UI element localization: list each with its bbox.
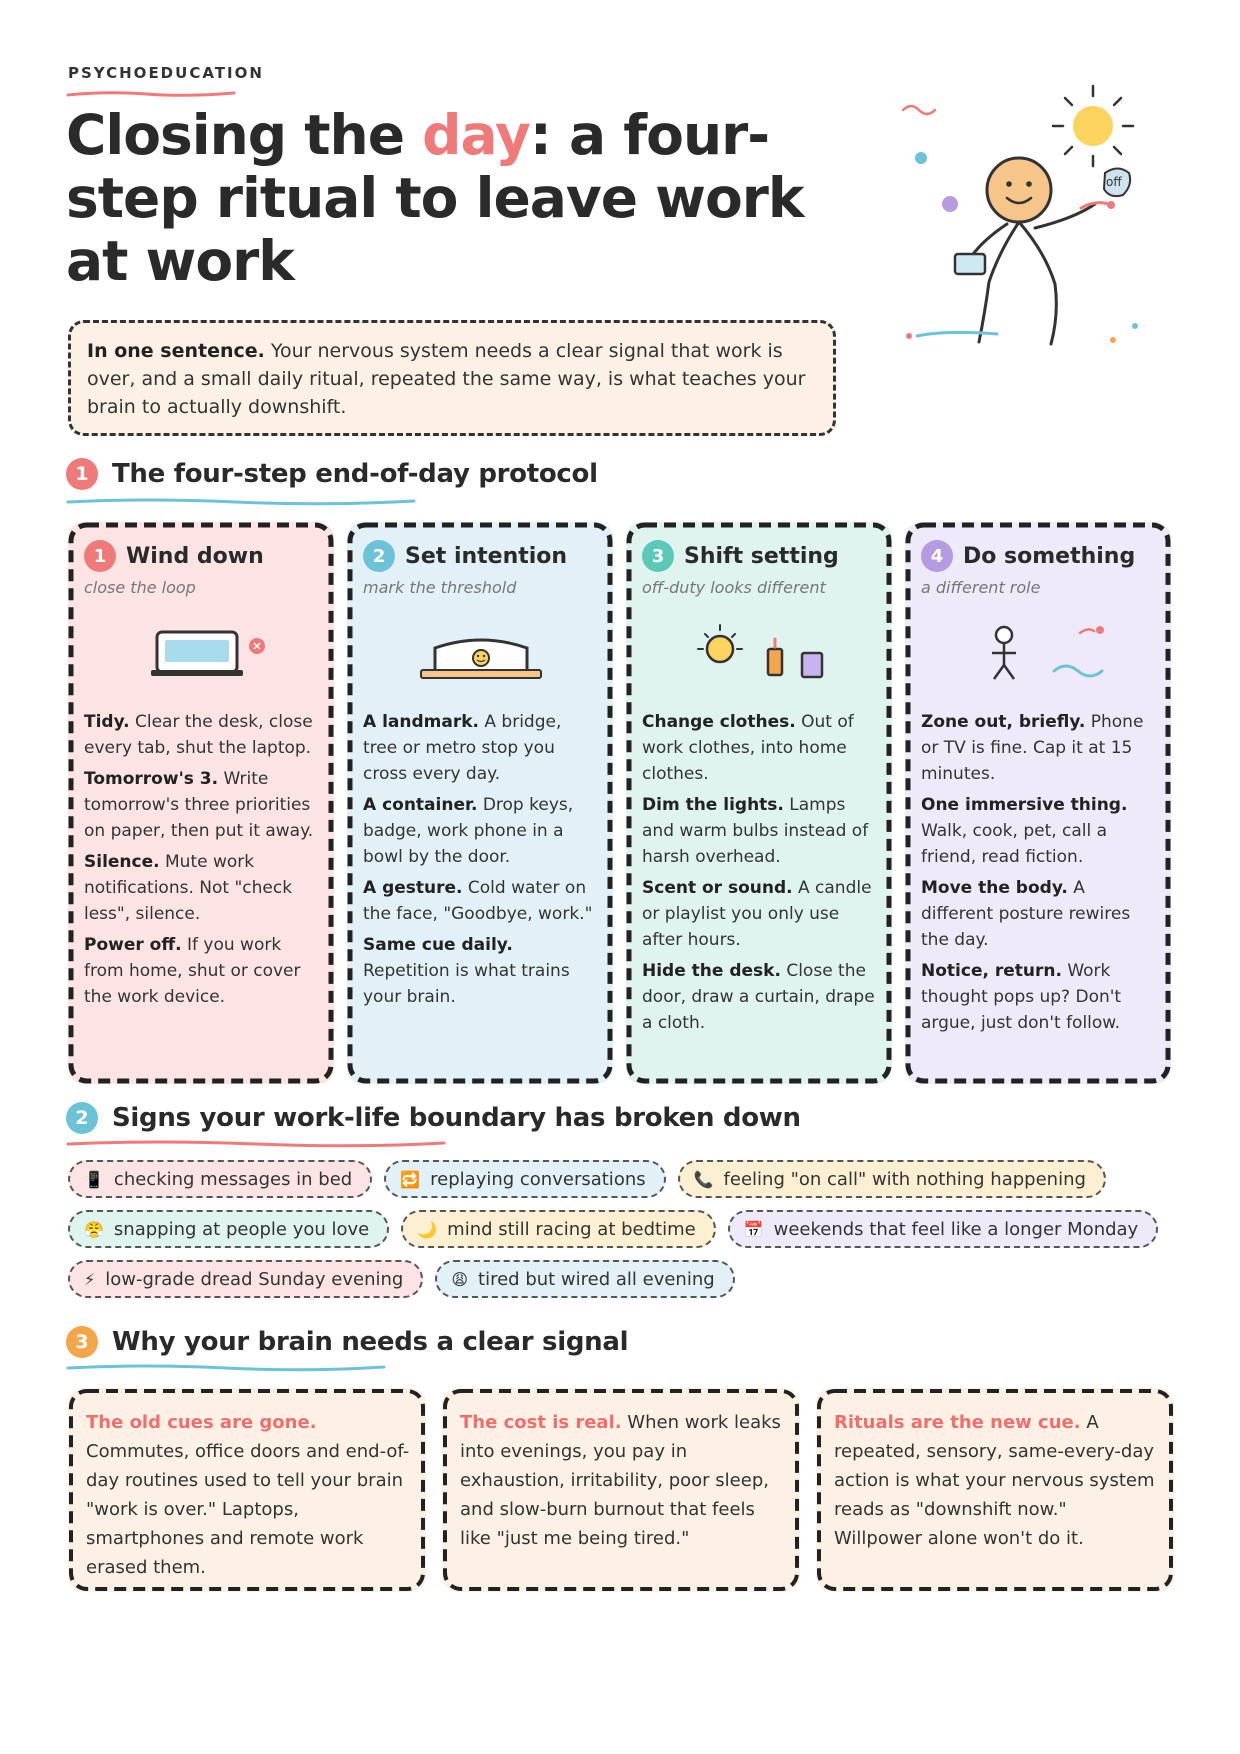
why-text: Rituals are the new cue. A repeated, sensory, same-every-day action is what your nervous system reads as "downshift now." Willpower alone won't do it. [834,1412,1155,1549]
step-item: Scent or sound. A candle or playlist you only use after hours. [642,878,872,950]
sign-chip: 😩 tired but wired all evening [435,1260,734,1298]
step-title: Shift setting [684,543,839,569]
step-number: 1 [84,540,116,572]
step-title: Set intention [405,543,568,569]
section-title: Signs your work-life boundary has broken down [112,1103,801,1133]
summary-box [68,320,836,436]
why-card-cost [442,1388,800,1592]
stick-figure-icon [921,605,1157,701]
section-header-signs [66,1102,801,1134]
step-item: Hide the desk. Close the door, draw a curtain, drape a cloth. [642,961,875,1033]
step-item: Tomorrow's 3. Write tomorrow's three priorities on paper, then put it away. [84,769,314,841]
step-number: 3 [642,540,674,572]
why-text: The old cues are gone. Commutes, office doors and end-of-day routines used to tell your brain "work is over." Laptops, smartphones and remote work erased them. [86,1412,410,1578]
sign-chip: ⚡ low-grade dread Sunday evening [68,1260,423,1298]
step-item: Move the body. A different posture rewires the day. [921,878,1131,950]
step-item: One immersive thing. Walk, cook, pet, call a friend, read fiction. [921,795,1128,867]
section-header-why [66,1326,628,1358]
sign-chip: 📞 feeling "on call" with nothing happening [678,1160,1106,1198]
step-item: Power off. If you work from home, shut or cover the work device. [84,935,301,1007]
step-number: 4 [921,540,953,572]
step-item: A gesture. Cold water on the face, "Goodbye, work." [363,878,593,924]
step-title: Wind down [126,543,264,569]
sign-chip: 🌙 mind still racing at bedtime [401,1210,715,1248]
step-number: 2 [363,540,395,572]
lamp-candle-icon [642,605,878,701]
section-number: 3 [66,1326,98,1358]
sign-chip: 😤 snapping at people you love [68,1210,389,1248]
phone-icon: 📱 [84,1169,104,1189]
step-card-wind-down [68,522,334,1084]
tired-face-icon: 😩 [451,1269,469,1289]
section-title: Why your brain needs a clear signal [112,1327,629,1357]
off-badge-icon [1104,169,1130,197]
telephone-icon: 📞 [693,1169,714,1189]
section-underline [66,1138,446,1150]
sign-chip: 📱 checking messages in bed [68,1160,372,1198]
moon-icon: 🌙 [417,1219,438,1239]
section-header-protocol [66,458,598,490]
why-card-old-cues [68,1388,426,1592]
summary-text: Your nervous system needs a clear signal that work is over, and a small daily ritual, repeated the same way, is what teaches your brain to actually downshift. [87,340,806,418]
step-subtitle: mark the threshold [363,578,517,597]
threshold-icon [363,605,599,701]
step-item: Zone out, briefly. Phone or TV is fine. Cap it at 15 minutes. [921,712,1144,784]
step-item: A container. Drop keys, badge, work phone in a bowl by the door. [363,795,574,867]
step-item: Silence. Mute work notifications. Not "check less", silence. [84,852,293,924]
step-item: Same cue daily. Repetition is what trains your brain. [363,935,570,1007]
summary-lead: In one sentence. [87,340,265,362]
section-underline [66,496,416,508]
calendar-icon: 📅 [743,1219,764,1239]
step-card-set-intention [347,522,613,1084]
step-subtitle: a different role [921,578,1041,597]
laptop-icon [84,605,320,701]
svg-text:off: off [1106,175,1122,189]
sign-chip: 📅 weekends that feel like a longer Monday [728,1210,1159,1248]
lightning-icon: ⚡ [84,1269,96,1289]
step-item: Notice, return. Work thought pops up? Don't argue, just don't follow. [921,961,1122,1033]
step-card-do-something [905,522,1171,1084]
sun-icon [1053,86,1133,166]
step-item: Tidy. Clear the desk, close every tab, shut the laptop. [84,712,313,758]
step-item: Change clothes. Out of work clothes, into home clothes. [642,712,854,784]
why-text: The cost is real. When work leaks into evenings, you pay in exhaustion, irritability, poor sleep, and slow-burn burnout that feels like "just me being tired." [460,1412,781,1549]
title-accent: day [422,103,530,167]
step-title: Do something [963,543,1136,569]
signs-chip-list [68,1160,1178,1310]
why-card-rituals [816,1388,1174,1592]
repeat-icon: 🔁 [400,1169,421,1189]
section-title: The four-step end-of-day protocol [112,459,598,489]
angry-face-icon: 😤 [84,1219,104,1239]
section-number: 1 [66,458,98,490]
page-title: Closing the day: a four-step ritual to leave work at work [66,103,804,293]
step-item: A landmark. A bridge, tree or metro stop you cross every day. [363,712,562,784]
kicker-underline [66,88,236,100]
kicker: PSYCHOEDUCATION [68,64,264,82]
step-subtitle: close the loop [84,578,196,597]
step-subtitle: off-duty looks different [642,578,826,597]
hero-illustration [895,78,1165,358]
step-item: Dim the lights. Lamps and warm bulbs instead of harsh overhead. [642,795,869,867]
step-card-shift-setting [626,522,892,1084]
section-number: 2 [66,1102,98,1134]
sign-chip: 🔁 replaying conversations [384,1160,665,1198]
section-underline [66,1362,386,1374]
